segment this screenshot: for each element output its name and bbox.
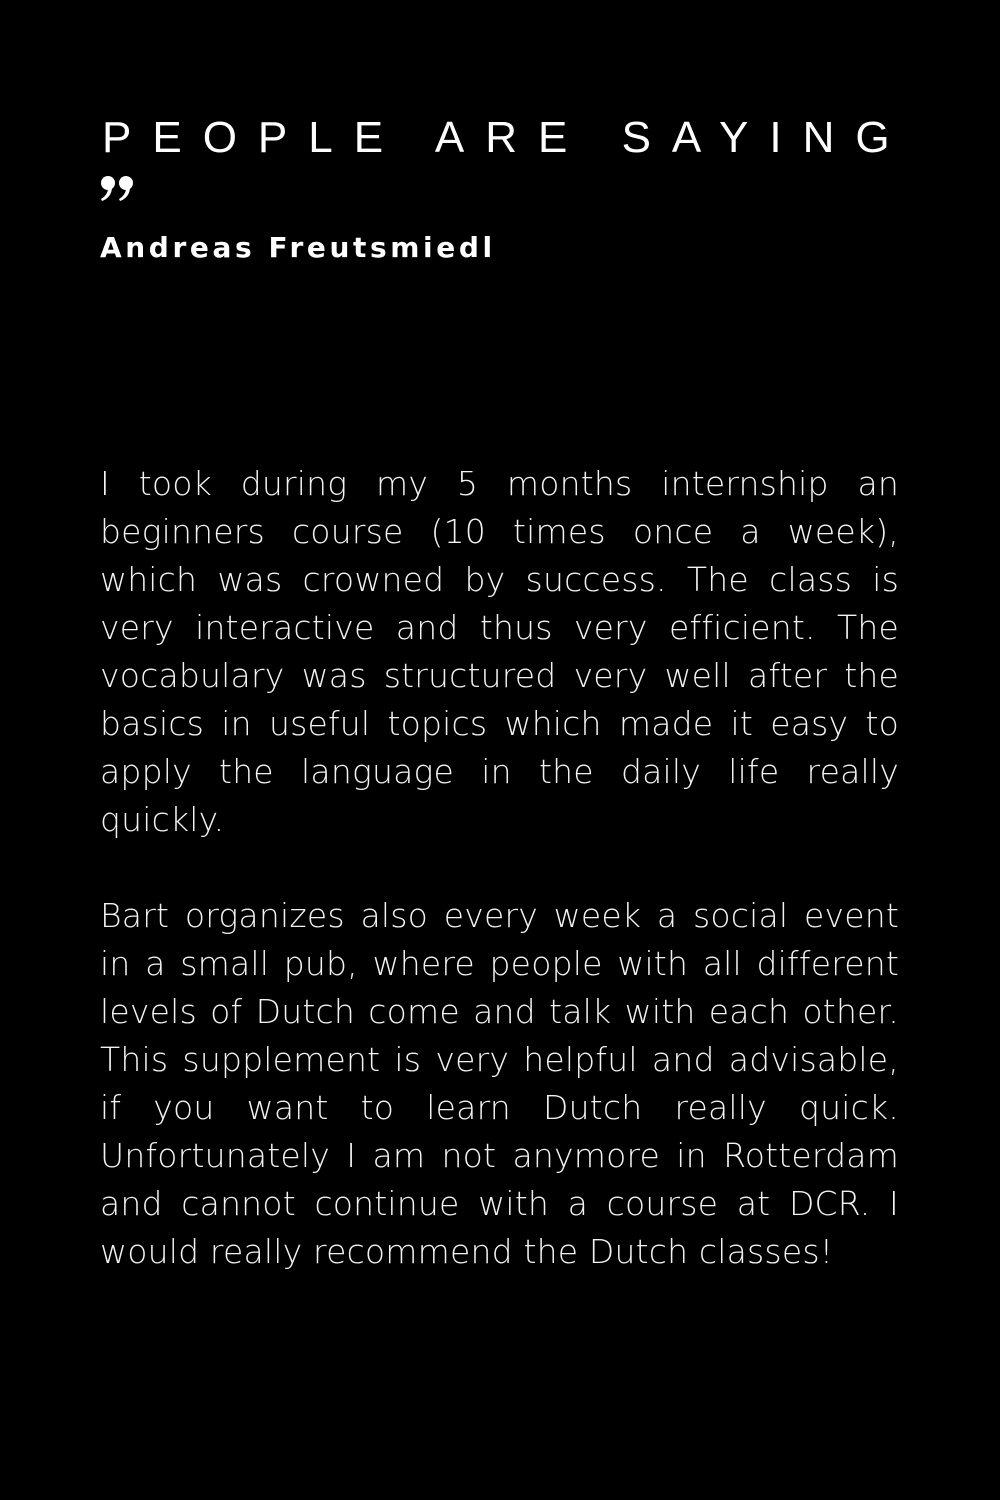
testimonial-paragraph: I took during my 5 months internship an beginners course (10 times once a week), which was crowned by success. The class is very interactive and thus very efficient. The vocabulary was structured very well after the basics in useful topics which made it easy to apply the language in the daily life really quickly.: [100, 464, 899, 839]
testimonial-author: Andreas Freutsmiedl: [100, 231, 496, 264]
closing-quote-icon: [100, 174, 136, 202]
section-heading: PEOPLE ARE SAYING: [102, 113, 911, 162]
testimonial-body: [100, 460, 899, 1276]
testimonial-paragraph: Bart organizes also every week a social event in a small pub, where people with all different levels of Dutch come and talk with each other. This supplement is very helpful and advisable, if you want to learn Dutch really quick. Unfortunately I am not anymore in Rotterdam and cannot continue with a course at DCR. I would really recommend the Dutch classes!: [100, 896, 899, 1271]
